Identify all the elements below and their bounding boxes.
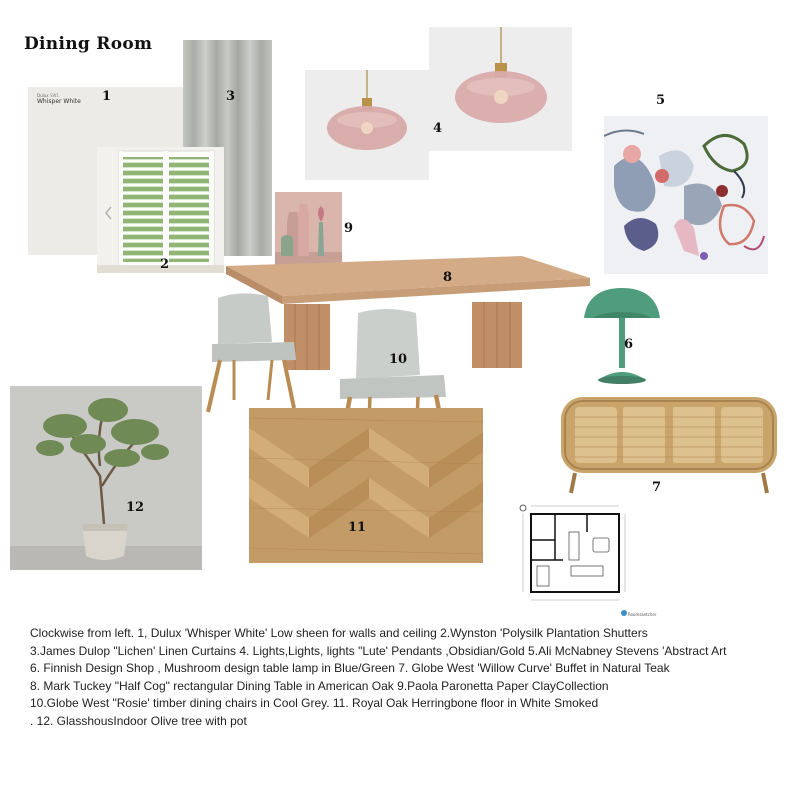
caption-line: . 12. GlasshousIndoor Olive tree with pot — [30, 713, 247, 728]
item-number-2: 2 — [160, 257, 170, 272]
pendant-image-left — [305, 70, 429, 180]
board-title: Dining Room — [24, 34, 153, 54]
caption-text — [30, 625, 790, 731]
item-number-5: 5 — [656, 93, 666, 108]
table-lamp-image — [578, 284, 666, 386]
item-number-11: 11 — [348, 520, 367, 535]
item-number-1: 1 — [102, 89, 112, 104]
herringbone-floor-image — [249, 408, 483, 563]
caption-line: Clockwise from left. 1, Dulux 'Whisper White' Low sheen for walls and ceiling 2.Wynston 'Polysilk Plantation Shutters — [30, 626, 648, 640]
swatch-name: Whisper White — [37, 98, 81, 105]
item-number-7: 7 — [652, 480, 662, 495]
item-number-4: 4 — [433, 121, 443, 136]
abstract-art-image — [604, 116, 768, 274]
shutters-image — [97, 147, 224, 273]
caption-line: 8. Mark Tuckey "Half Cog" rectangular Dining Table in American Oak 9.Paola Paronetta Paper ClayCollection — [30, 678, 609, 693]
caption-line: 10.Globe West "Rosie' timber dining chairs in Cool Grey. 11. Royal Oak Herringbone floor in White Smoked — [30, 696, 599, 711]
item-number-9: 9 — [344, 221, 354, 236]
floor-plan-image — [515, 500, 630, 612]
floorplan-logo-icon — [621, 610, 627, 616]
swatch-brand: Dulux — [37, 93, 49, 98]
item-number-3: 3 — [226, 89, 236, 104]
item-number-10: 10 — [389, 352, 408, 367]
item-number-6: 6 — [624, 337, 634, 352]
pendant-image-right — [429, 27, 572, 151]
buffet-image — [557, 391, 781, 495]
dining-chair-left — [204, 290, 300, 414]
item-number-12: 12 — [126, 500, 145, 515]
item-number-8: 8 — [443, 270, 453, 285]
swatch-code: SW1 — [50, 93, 60, 98]
caption-line: 6. Finnish Design Shop , Mushroom design table lamp in Blue/Green 7. Globe West 'Willow Curve' Buffet in Natural Teak — [30, 661, 670, 676]
floorplan-logo-text: Roomsketcher — [628, 612, 657, 617]
caption-line: 3.James Dulop "Lichen' Linen Curtains 4. Lights,Lights, lights "Lute' Pendants ,Obsidian/Gold 5.Ali McNabney Stevens 'Abstract Art — [30, 643, 727, 658]
olive-tree-image — [10, 386, 202, 570]
